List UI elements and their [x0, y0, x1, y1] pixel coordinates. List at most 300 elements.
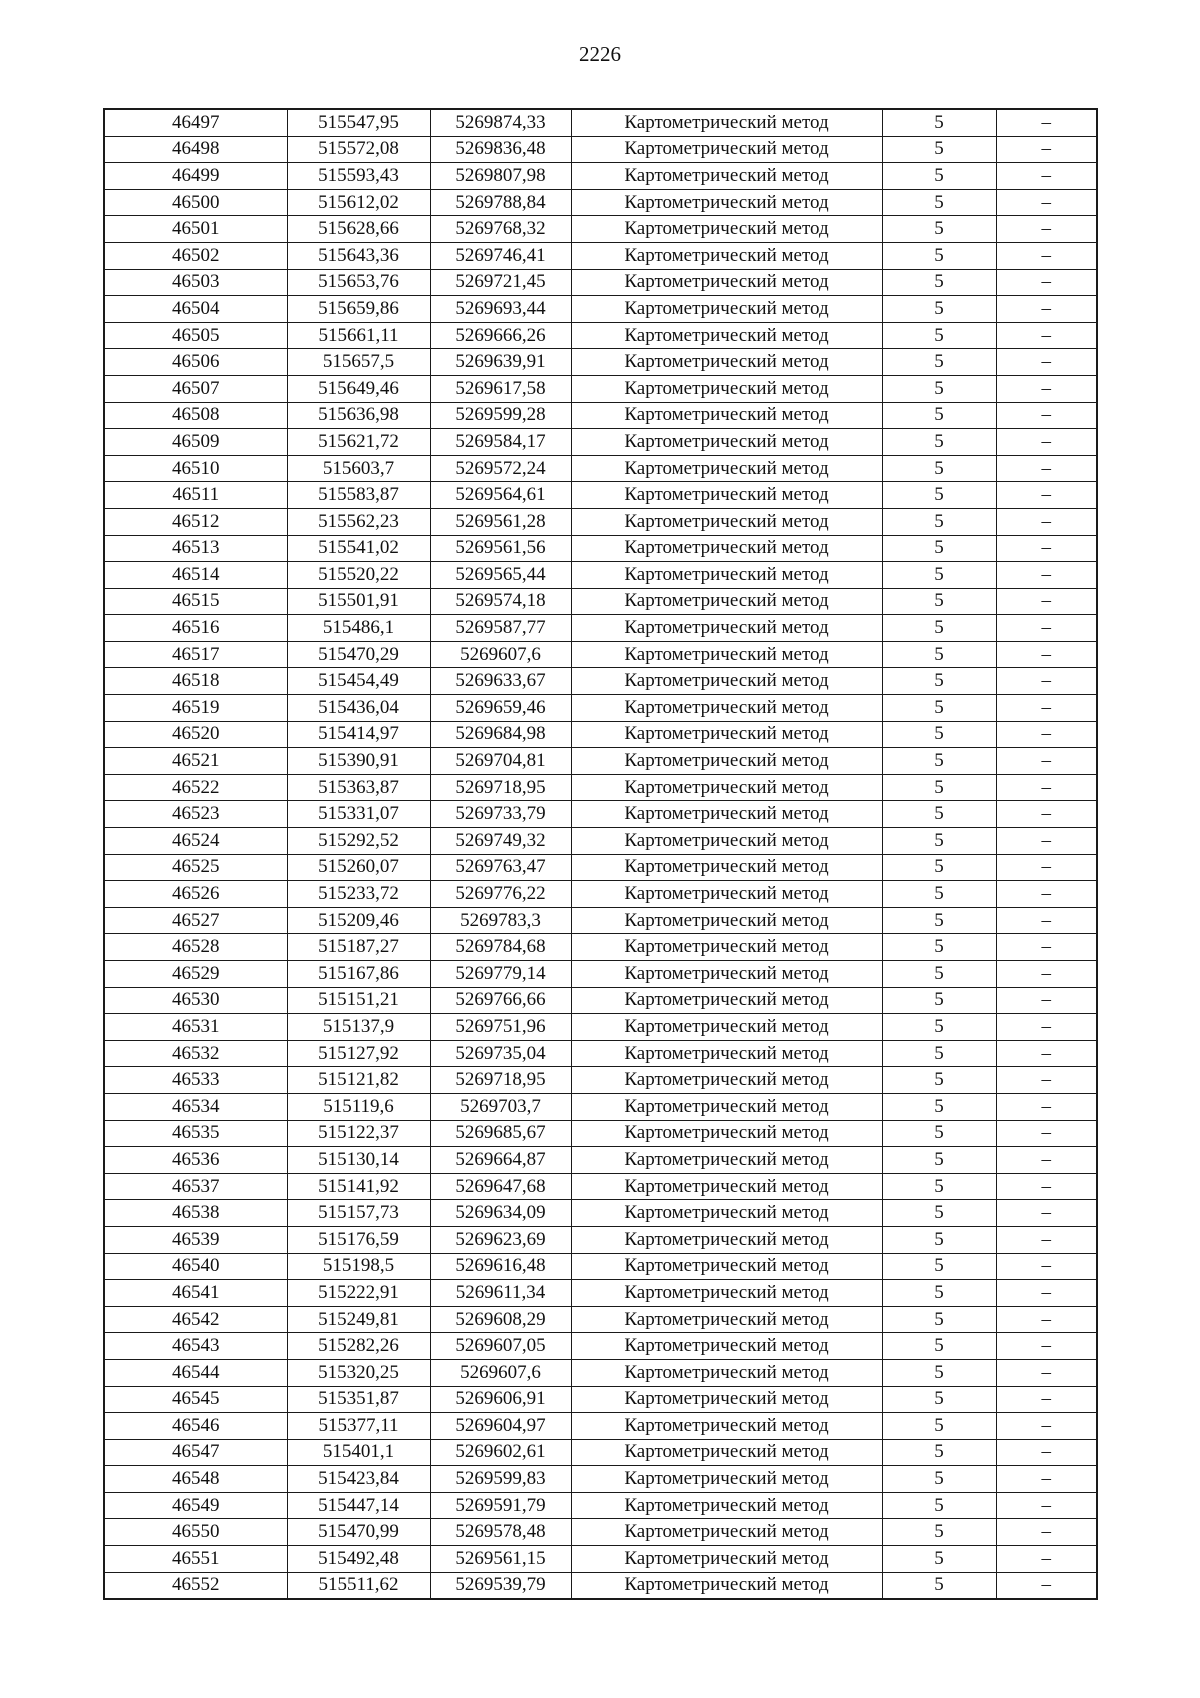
x-coordinate-cell: 515470,99 [287, 1519, 430, 1546]
table-row [104, 1093, 1097, 1120]
x-coordinate-cell: 515447,14 [287, 1492, 430, 1519]
x-coordinate-cell: 515501,91 [287, 588, 430, 615]
y-coordinate-cell: 5269664,87 [430, 1147, 571, 1174]
x-coordinate-cell: 515661,11 [287, 322, 430, 349]
table-row [104, 615, 1097, 642]
method-cell: Картометрический метод [571, 1492, 882, 1519]
note-cell: – [996, 641, 1097, 668]
y-coordinate-cell: 5269599,83 [430, 1466, 571, 1493]
x-coordinate-cell: 515176,59 [287, 1226, 430, 1253]
note-cell: – [996, 136, 1097, 163]
accuracy-cell: 5 [882, 1386, 996, 1413]
note-cell: – [996, 588, 1097, 615]
method-cell: Картометрический метод [571, 429, 882, 456]
y-coordinate-cell: 5269749,32 [430, 828, 571, 855]
table-row [104, 1359, 1097, 1386]
table-row [104, 349, 1097, 376]
note-cell: – [996, 1120, 1097, 1147]
method-cell: Картометрический метод [571, 695, 882, 722]
y-coordinate-cell: 5269561,28 [430, 508, 571, 535]
accuracy-cell: 5 [882, 216, 996, 243]
method-cell: Картометрический метод [571, 535, 882, 562]
point-number-cell: 46518 [104, 668, 287, 695]
y-coordinate-cell: 5269607,6 [430, 1359, 571, 1386]
point-number-cell: 46524 [104, 828, 287, 855]
point-number-cell: 46530 [104, 987, 287, 1014]
table-row [104, 1306, 1097, 1333]
point-number-cell: 46510 [104, 455, 287, 482]
point-number-cell: 46528 [104, 934, 287, 961]
note-cell: – [996, 1173, 1097, 1200]
note-cell: – [996, 322, 1097, 349]
accuracy-cell: 5 [882, 828, 996, 855]
table-row [104, 535, 1097, 562]
accuracy-cell: 5 [882, 748, 996, 775]
note-cell: – [996, 1519, 1097, 1546]
note-cell: – [996, 269, 1097, 296]
note-cell: – [996, 296, 1097, 323]
note-cell: – [996, 242, 1097, 269]
note-cell: – [996, 1306, 1097, 1333]
method-cell: Картометрический метод [571, 641, 882, 668]
method-cell: Картометрический метод [571, 1200, 882, 1227]
note-cell: – [996, 774, 1097, 801]
y-coordinate-cell: 5269634,09 [430, 1200, 571, 1227]
method-cell: Картометрический метод [571, 1439, 882, 1466]
y-coordinate-cell: 5269616,48 [430, 1253, 571, 1280]
accuracy-cell: 5 [882, 1067, 996, 1094]
accuracy-cell: 5 [882, 375, 996, 402]
x-coordinate-cell: 515130,14 [287, 1147, 430, 1174]
point-number-cell: 46502 [104, 242, 287, 269]
table-row [104, 641, 1097, 668]
point-number-cell: 46532 [104, 1040, 287, 1067]
table-row [104, 1120, 1097, 1147]
point-number-cell: 46536 [104, 1147, 287, 1174]
point-number-cell: 46546 [104, 1413, 287, 1440]
method-cell: Картометрический метод [571, 402, 882, 429]
note-cell: – [996, 1253, 1097, 1280]
point-number-cell: 46519 [104, 695, 287, 722]
table-row [104, 721, 1097, 748]
method-cell: Картометрический метод [571, 588, 882, 615]
point-number-cell: 46531 [104, 1014, 287, 1041]
table-row [104, 1280, 1097, 1307]
point-number-cell: 46550 [104, 1519, 287, 1546]
y-coordinate-cell: 5269602,61 [430, 1439, 571, 1466]
table-row [104, 907, 1097, 934]
point-number-cell: 46506 [104, 349, 287, 376]
note-cell: – [996, 1040, 1097, 1067]
method-cell: Картометрический метод [571, 1280, 882, 1307]
y-coordinate-cell: 5269608,29 [430, 1306, 571, 1333]
x-coordinate-cell: 515649,46 [287, 375, 430, 402]
accuracy-cell: 5 [882, 1466, 996, 1493]
accuracy-cell: 5 [882, 881, 996, 908]
point-number-cell: 46513 [104, 535, 287, 562]
note-cell: – [996, 1226, 1097, 1253]
accuracy-cell: 5 [882, 322, 996, 349]
y-coordinate-cell: 5269539,79 [430, 1572, 571, 1599]
table-row [104, 375, 1097, 402]
x-coordinate-cell: 515492,48 [287, 1546, 430, 1573]
point-number-cell: 46543 [104, 1333, 287, 1360]
x-coordinate-cell: 515520,22 [287, 562, 430, 589]
x-coordinate-cell: 515187,27 [287, 934, 430, 961]
accuracy-cell: 5 [882, 588, 996, 615]
table-row [104, 402, 1097, 429]
accuracy-cell: 5 [882, 721, 996, 748]
method-cell: Картометрический метод [571, 269, 882, 296]
note-cell: – [996, 615, 1097, 642]
method-cell: Картометрический метод [571, 1173, 882, 1200]
x-coordinate-cell: 515659,86 [287, 296, 430, 323]
method-cell: Картометрический метод [571, 1306, 882, 1333]
table-row [104, 1040, 1097, 1067]
point-number-cell: 46522 [104, 774, 287, 801]
x-coordinate-cell: 515198,5 [287, 1253, 430, 1280]
y-coordinate-cell: 5269561,56 [430, 535, 571, 562]
table-row [104, 1226, 1097, 1253]
x-coordinate-cell: 515351,87 [287, 1386, 430, 1413]
method-cell: Картометрический метод [571, 242, 882, 269]
note-cell: – [996, 1014, 1097, 1041]
accuracy-cell: 5 [882, 641, 996, 668]
note-cell: – [996, 1492, 1097, 1519]
table-row [104, 163, 1097, 190]
table-row [104, 189, 1097, 216]
accuracy-cell: 5 [882, 1492, 996, 1519]
table-row [104, 1200, 1097, 1227]
point-number-cell: 46512 [104, 508, 287, 535]
y-coordinate-cell: 5269607,6 [430, 641, 571, 668]
x-coordinate-cell: 515401,1 [287, 1439, 430, 1466]
point-number-cell: 46526 [104, 881, 287, 908]
accuracy-cell: 5 [882, 189, 996, 216]
x-coordinate-cell: 515643,36 [287, 242, 430, 269]
point-number-cell: 46541 [104, 1280, 287, 1307]
method-cell: Картометрический метод [571, 1359, 882, 1386]
method-cell: Картометрический метод [571, 1147, 882, 1174]
accuracy-cell: 5 [882, 429, 996, 456]
x-coordinate-cell: 515547,95 [287, 109, 430, 136]
accuracy-cell: 5 [882, 1173, 996, 1200]
x-coordinate-cell: 515572,08 [287, 136, 430, 163]
note-cell: – [996, 1572, 1097, 1599]
method-cell: Картометрический метод [571, 1413, 882, 1440]
method-cell: Картометрический метод [571, 854, 882, 881]
note-cell: – [996, 163, 1097, 190]
table-row [104, 242, 1097, 269]
x-coordinate-cell: 515653,76 [287, 269, 430, 296]
accuracy-cell: 5 [882, 1147, 996, 1174]
table-row [104, 1466, 1097, 1493]
y-coordinate-cell: 5269659,46 [430, 695, 571, 722]
y-coordinate-cell: 5269776,22 [430, 881, 571, 908]
method-cell: Картометрический метод [571, 828, 882, 855]
table-row [104, 1492, 1097, 1519]
accuracy-cell: 5 [882, 402, 996, 429]
x-coordinate-cell: 515612,02 [287, 189, 430, 216]
method-cell: Картометрический метод [571, 1226, 882, 1253]
x-coordinate-cell: 515541,02 [287, 535, 430, 562]
x-coordinate-cell: 515331,07 [287, 801, 430, 828]
accuracy-cell: 5 [882, 242, 996, 269]
point-number-cell: 46549 [104, 1492, 287, 1519]
y-coordinate-cell: 5269587,77 [430, 615, 571, 642]
table-row [104, 216, 1097, 243]
y-coordinate-cell: 5269561,15 [430, 1546, 571, 1573]
accuracy-cell: 5 [882, 1200, 996, 1227]
method-cell: Картометрический метод [571, 1040, 882, 1067]
point-number-cell: 46534 [104, 1093, 287, 1120]
note-cell: – [996, 1093, 1097, 1120]
method-cell: Картометрический метод [571, 109, 882, 136]
point-number-cell: 46529 [104, 961, 287, 988]
note-cell: – [996, 748, 1097, 775]
table-row [104, 1572, 1097, 1599]
table-row [104, 1147, 1097, 1174]
y-coordinate-cell: 5269604,97 [430, 1413, 571, 1440]
y-coordinate-cell: 5269639,91 [430, 349, 571, 376]
point-number-cell: 46548 [104, 1466, 287, 1493]
table-row [104, 1519, 1097, 1546]
method-cell: Картометрический метод [571, 189, 882, 216]
accuracy-cell: 5 [882, 1040, 996, 1067]
y-coordinate-cell: 5269735,04 [430, 1040, 571, 1067]
method-cell: Картометрический метод [571, 562, 882, 589]
y-coordinate-cell: 5269572,24 [430, 455, 571, 482]
x-coordinate-cell: 515583,87 [287, 482, 430, 509]
note-cell: – [996, 721, 1097, 748]
y-coordinate-cell: 5269647,68 [430, 1173, 571, 1200]
note-cell: – [996, 508, 1097, 535]
point-number-cell: 46501 [104, 216, 287, 243]
y-coordinate-cell: 5269768,32 [430, 216, 571, 243]
x-coordinate-cell: 515511,62 [287, 1572, 430, 1599]
method-cell: Картометрический метод [571, 987, 882, 1014]
table-row [104, 322, 1097, 349]
table-row [104, 748, 1097, 775]
accuracy-cell: 5 [882, 987, 996, 1014]
method-cell: Картометрический метод [571, 907, 882, 934]
method-cell: Картометрический метод [571, 774, 882, 801]
x-coordinate-cell: 515414,97 [287, 721, 430, 748]
x-coordinate-cell: 515209,46 [287, 907, 430, 934]
y-coordinate-cell: 5269633,67 [430, 668, 571, 695]
accuracy-cell: 5 [882, 1093, 996, 1120]
accuracy-cell: 5 [882, 1253, 996, 1280]
y-coordinate-cell: 5269718,95 [430, 774, 571, 801]
accuracy-cell: 5 [882, 907, 996, 934]
x-coordinate-cell: 515157,73 [287, 1200, 430, 1227]
y-coordinate-cell: 5269684,98 [430, 721, 571, 748]
y-coordinate-cell: 5269666,26 [430, 322, 571, 349]
y-coordinate-cell: 5269693,44 [430, 296, 571, 323]
accuracy-cell: 5 [882, 774, 996, 801]
table-row [104, 1253, 1097, 1280]
y-coordinate-cell: 5269591,79 [430, 1492, 571, 1519]
method-cell: Картометрический метод [571, 482, 882, 509]
y-coordinate-cell: 5269623,69 [430, 1226, 571, 1253]
point-number-cell: 46521 [104, 748, 287, 775]
method-cell: Картометрический метод [571, 961, 882, 988]
table-row [104, 1386, 1097, 1413]
x-coordinate-cell: 515167,86 [287, 961, 430, 988]
y-coordinate-cell: 5269617,58 [430, 375, 571, 402]
note-cell: – [996, 1280, 1097, 1307]
y-coordinate-cell: 5269751,96 [430, 1014, 571, 1041]
note-cell: – [996, 1546, 1097, 1573]
table-row [104, 109, 1097, 136]
note-cell: – [996, 562, 1097, 589]
x-coordinate-cell: 515122,37 [287, 1120, 430, 1147]
method-cell: Картометрический метод [571, 216, 882, 243]
x-coordinate-cell: 515562,23 [287, 508, 430, 535]
y-coordinate-cell: 5269704,81 [430, 748, 571, 775]
table-row [104, 1333, 1097, 1360]
point-number-cell: 46552 [104, 1572, 287, 1599]
point-number-cell: 46508 [104, 402, 287, 429]
accuracy-cell: 5 [882, 296, 996, 323]
coordinates-table [103, 108, 1098, 1600]
y-coordinate-cell: 5269703,7 [430, 1093, 571, 1120]
method-cell: Картометрический метод [571, 1466, 882, 1493]
point-number-cell: 46527 [104, 907, 287, 934]
method-cell: Картометрический метод [571, 801, 882, 828]
table-row [104, 1014, 1097, 1041]
note-cell: – [996, 429, 1097, 456]
note-cell: – [996, 854, 1097, 881]
point-number-cell: 46511 [104, 482, 287, 509]
method-cell: Картометрический метод [571, 615, 882, 642]
x-coordinate-cell: 515621,72 [287, 429, 430, 456]
table-row [104, 1546, 1097, 1573]
note-cell: – [996, 695, 1097, 722]
y-coordinate-cell: 5269564,61 [430, 482, 571, 509]
note-cell: – [996, 375, 1097, 402]
point-number-cell: 46500 [104, 189, 287, 216]
y-coordinate-cell: 5269783,3 [430, 907, 571, 934]
note-cell: – [996, 535, 1097, 562]
y-coordinate-cell: 5269733,79 [430, 801, 571, 828]
table-row [104, 801, 1097, 828]
y-coordinate-cell: 5269788,84 [430, 189, 571, 216]
note-cell: – [996, 828, 1097, 855]
accuracy-cell: 5 [882, 1546, 996, 1573]
accuracy-cell: 5 [882, 508, 996, 535]
table-row [104, 482, 1097, 509]
table-row [104, 588, 1097, 615]
table-row [104, 429, 1097, 456]
table-row [104, 455, 1097, 482]
x-coordinate-cell: 515436,04 [287, 695, 430, 722]
note-cell: – [996, 668, 1097, 695]
method-cell: Картометрический метод [571, 1386, 882, 1413]
point-number-cell: 46507 [104, 375, 287, 402]
x-coordinate-cell: 515486,1 [287, 615, 430, 642]
note-cell: – [996, 1200, 1097, 1227]
method-cell: Картометрический метод [571, 1546, 882, 1573]
y-coordinate-cell: 5269607,05 [430, 1333, 571, 1360]
x-coordinate-cell: 515377,11 [287, 1413, 430, 1440]
y-coordinate-cell: 5269599,28 [430, 402, 571, 429]
y-coordinate-cell: 5269807,98 [430, 163, 571, 190]
note-cell: – [996, 907, 1097, 934]
method-cell: Картометрический метод [571, 721, 882, 748]
x-coordinate-cell: 515119,6 [287, 1093, 430, 1120]
x-coordinate-cell: 515222,91 [287, 1280, 430, 1307]
point-number-cell: 46547 [104, 1439, 287, 1466]
note-cell: – [996, 1413, 1097, 1440]
accuracy-cell: 5 [882, 1413, 996, 1440]
point-number-cell: 46539 [104, 1226, 287, 1253]
note-cell: – [996, 881, 1097, 908]
accuracy-cell: 5 [882, 1572, 996, 1599]
y-coordinate-cell: 5269718,95 [430, 1067, 571, 1094]
x-coordinate-cell: 515249,81 [287, 1306, 430, 1333]
point-number-cell: 46545 [104, 1386, 287, 1413]
accuracy-cell: 5 [882, 961, 996, 988]
y-coordinate-cell: 5269578,48 [430, 1519, 571, 1546]
note-cell: – [996, 402, 1097, 429]
note-cell: – [996, 189, 1097, 216]
point-number-cell: 46499 [104, 163, 287, 190]
table-row [104, 1067, 1097, 1094]
y-coordinate-cell: 5269685,67 [430, 1120, 571, 1147]
point-number-cell: 46516 [104, 615, 287, 642]
method-cell: Картометрический метод [571, 322, 882, 349]
method-cell: Картометрический метод [571, 1093, 882, 1120]
accuracy-cell: 5 [882, 109, 996, 136]
x-coordinate-cell: 515470,29 [287, 641, 430, 668]
y-coordinate-cell: 5269574,18 [430, 588, 571, 615]
y-coordinate-cell: 5269784,68 [430, 934, 571, 961]
y-coordinate-cell: 5269584,17 [430, 429, 571, 456]
accuracy-cell: 5 [882, 1014, 996, 1041]
accuracy-cell: 5 [882, 482, 996, 509]
point-number-cell: 46533 [104, 1067, 287, 1094]
note-cell: – [996, 934, 1097, 961]
x-coordinate-cell: 515282,26 [287, 1333, 430, 1360]
x-coordinate-cell: 515127,92 [287, 1040, 430, 1067]
method-cell: Картометрический метод [571, 1120, 882, 1147]
x-coordinate-cell: 515121,82 [287, 1067, 430, 1094]
table-row [104, 668, 1097, 695]
point-number-cell: 46523 [104, 801, 287, 828]
method-cell: Картометрический метод [571, 455, 882, 482]
accuracy-cell: 5 [882, 163, 996, 190]
table-row [104, 934, 1097, 961]
point-number-cell: 46515 [104, 588, 287, 615]
table-row [104, 828, 1097, 855]
note-cell: – [996, 109, 1097, 136]
x-coordinate-cell: 515233,72 [287, 881, 430, 908]
method-cell: Картометрический метод [571, 1333, 882, 1360]
method-cell: Картометрический метод [571, 296, 882, 323]
point-number-cell: 46551 [104, 1546, 287, 1573]
method-cell: Картометрический метод [571, 349, 882, 376]
note-cell: – [996, 1359, 1097, 1386]
table-row [104, 296, 1097, 323]
method-cell: Картометрический метод [571, 163, 882, 190]
accuracy-cell: 5 [882, 934, 996, 961]
method-cell: Картометрический метод [571, 934, 882, 961]
note-cell: – [996, 1386, 1097, 1413]
note-cell: – [996, 1067, 1097, 1094]
accuracy-cell: 5 [882, 1280, 996, 1307]
note-cell: – [996, 1333, 1097, 1360]
